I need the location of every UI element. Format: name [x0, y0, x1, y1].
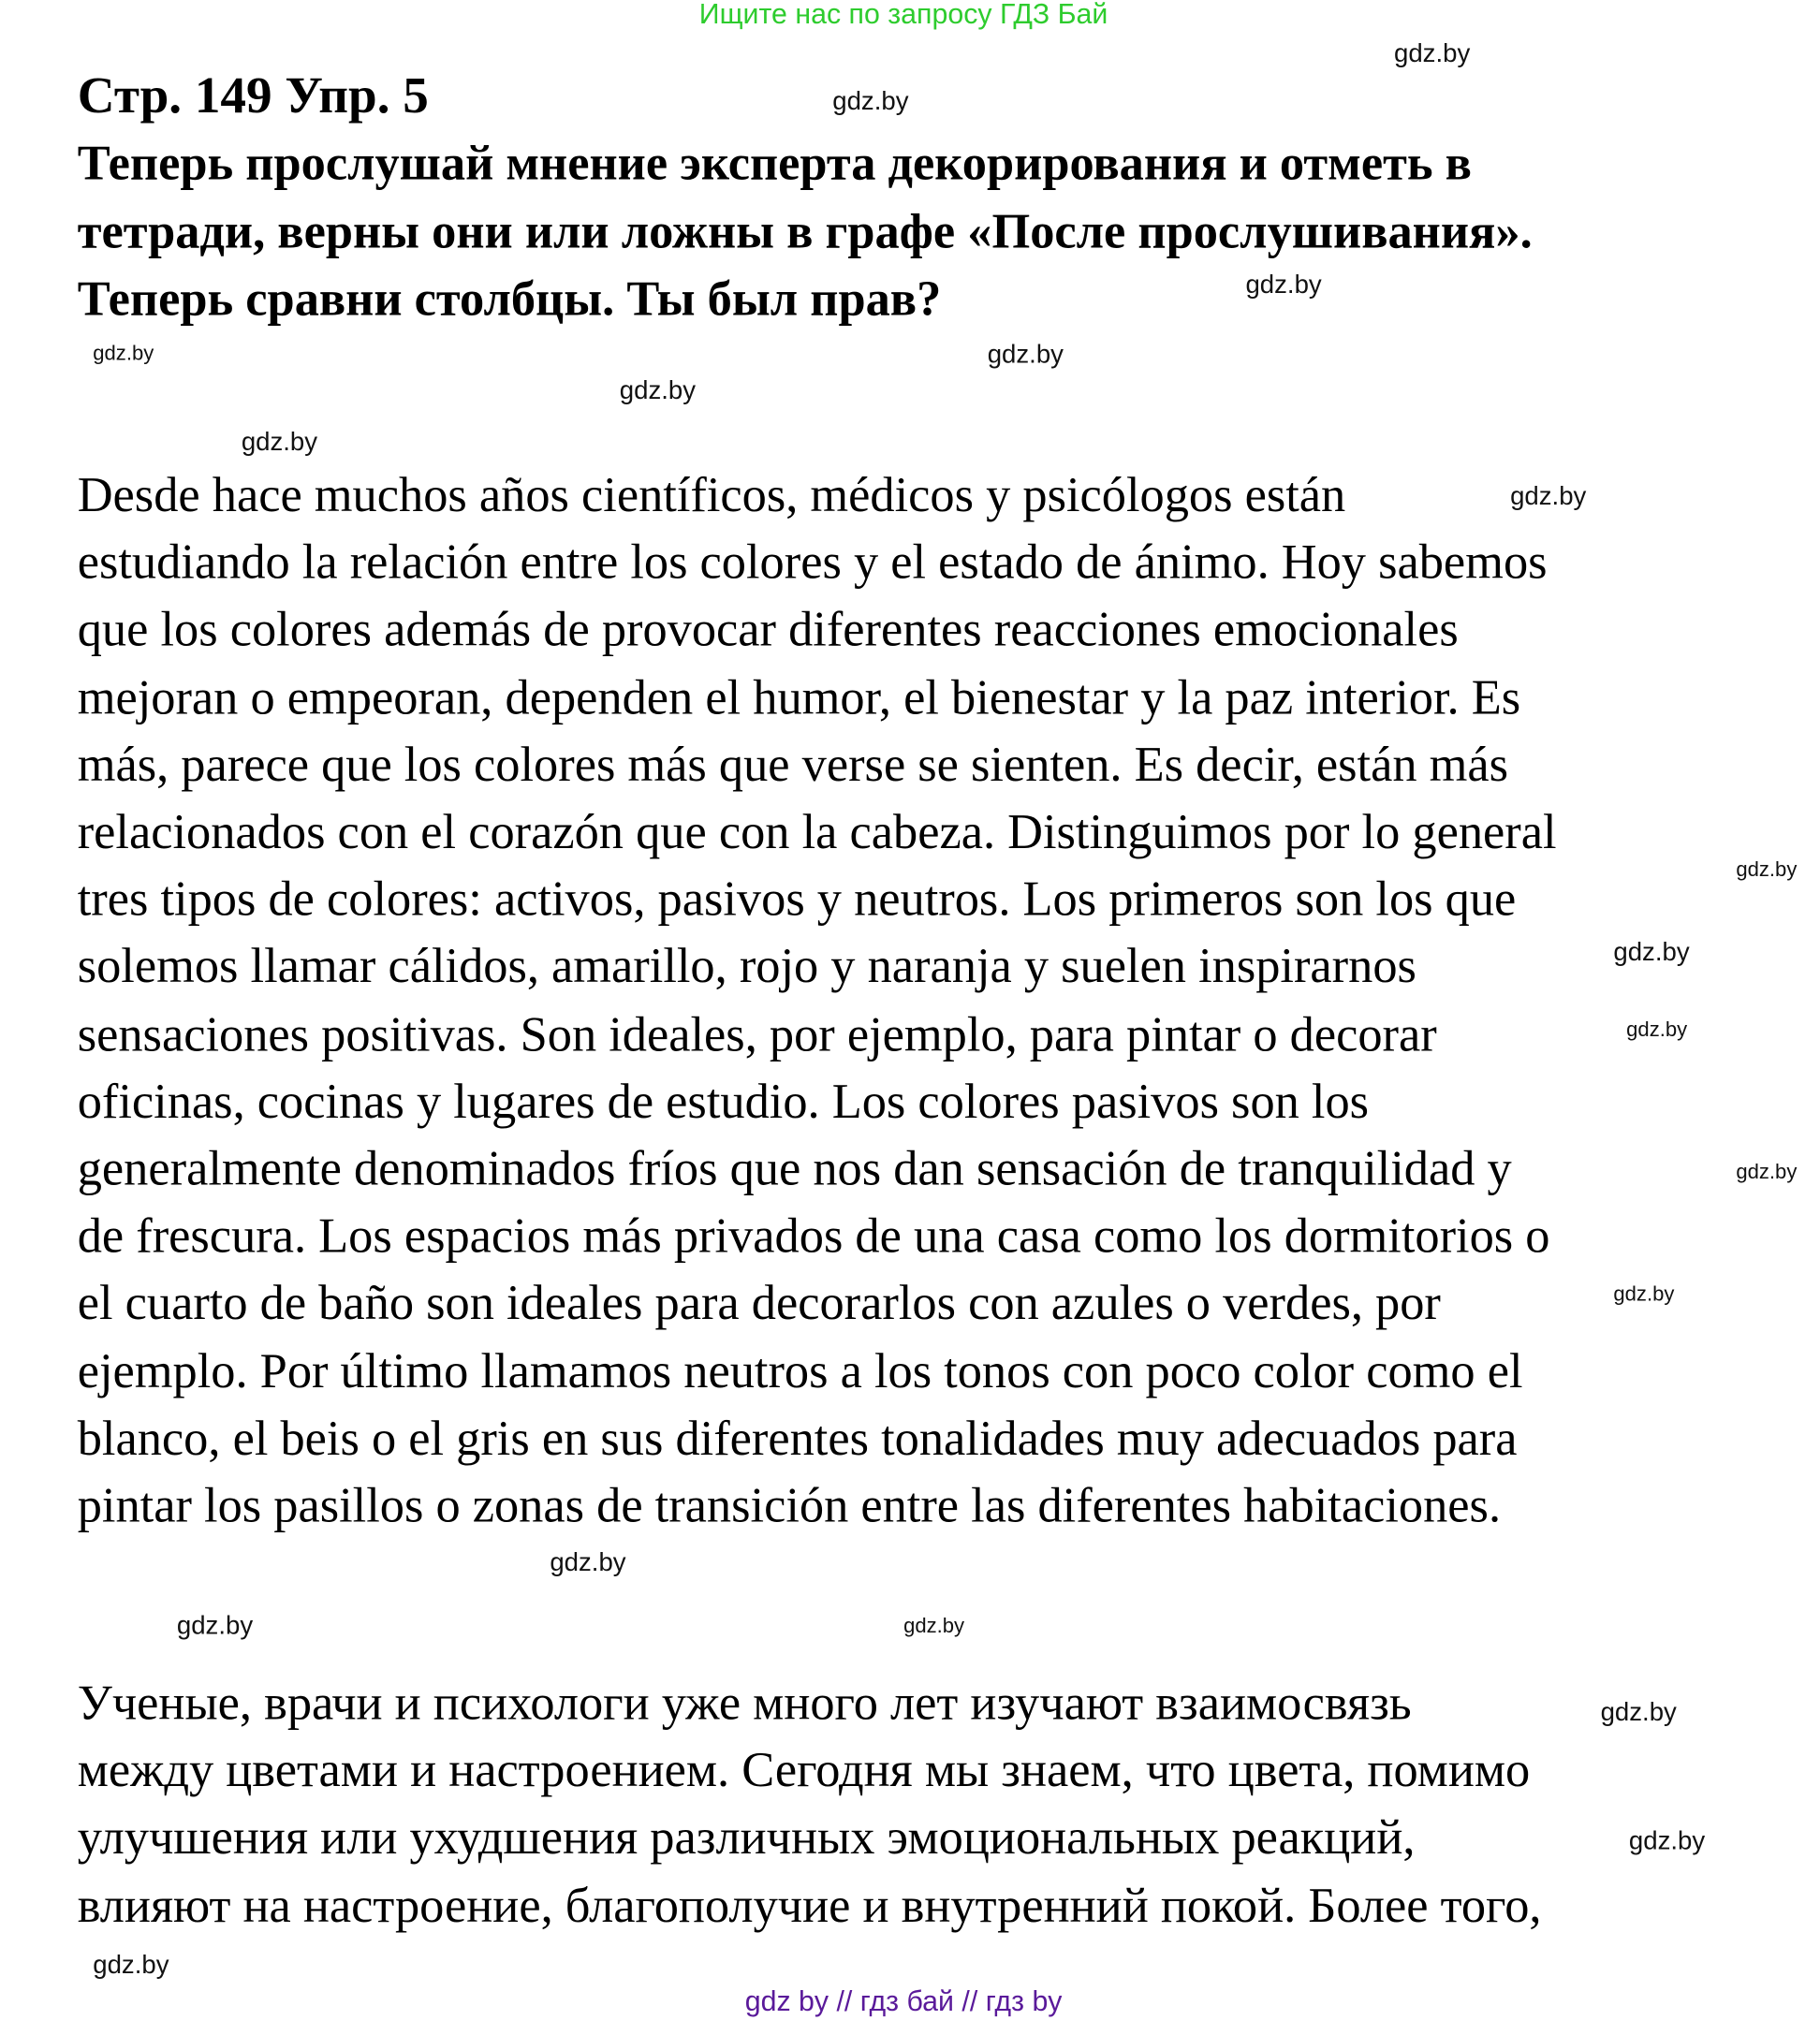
text-line: solemos llamar cálidos, amarillo, rojo y naranja y suelen inspirarnos [77, 940, 1416, 995]
text-line: más, parece que los colores más que verse se sienten. Es decir, están más [77, 738, 1509, 793]
text-line: улучшения или ухудшения различных эмоциональных реакций, [77, 1810, 1416, 1866]
text-line: ejemplo. Por último llamamos neutros a los tonos con poco color como el [77, 1344, 1523, 1398]
footer-links[interactable]: gdz by // гдз бай // гдз by [744, 1984, 1063, 2017]
text-line: estudiando la relación entre los colores y el estado de ánimo. Hoy sabemos [77, 535, 1548, 591]
task-line: тетради, верны они или ложны в графе «После прослушивания». [77, 204, 1533, 259]
watermark: gdz.by [1626, 1019, 1688, 1042]
text-line: Desde hace muchos años científicos, médicos y psicólogos están [77, 468, 1346, 523]
watermark: gdz.by [1736, 1161, 1798, 1184]
text-line: влияют на настроение, благополучие и внутренний покой. Более того, [77, 1878, 1542, 1933]
watermark: gdz.by [550, 1548, 626, 1577]
text-line: mejoran o empeoran, dependen el humor, el bienestar y la paz interior. Es [77, 670, 1521, 725]
text-line: generalmente denominados fríos que nos dan sensación de tranquilidad y [77, 1142, 1512, 1197]
task-line: Теперь прослушай мнение эксперта декорирования и отметь в [77, 137, 1472, 192]
text-line: Ученые, врачи и психологи уже много лет изучают взаимосвязь [77, 1676, 1412, 1731]
task-line: Теперь сравни столбцы. Ты был прав? [77, 271, 942, 327]
text-line: relacionados con el corazón que con la cabeza. Distinguimos por lo general [77, 805, 1557, 860]
watermark: gdz.by [241, 428, 318, 458]
watermark: gdz.by [903, 1616, 965, 1638]
text-line: sensaciones positivas. Son ideales, por ejemplo, para pintar o decorar [77, 1007, 1437, 1062]
text-line: que los colores además de provocar diferentes reacciones emocionales [77, 603, 1459, 658]
watermark: gdz.by [987, 340, 1064, 370]
text-line: между цветами и настроением. Сегодня мы знаем, что цвета, помимо [77, 1743, 1531, 1798]
watermark: gdz.by [176, 1611, 254, 1641]
text-line: el cuarto de baño son ideales para decorarlos con azules o verdes, por [77, 1277, 1441, 1331]
watermark: gdz.by [1245, 271, 1322, 300]
watermark: gdz.by [1628, 1827, 1706, 1856]
watermark: gdz.by [1393, 39, 1471, 69]
watermark: gdz.by [1613, 1283, 1675, 1307]
watermark: gdz.by [93, 343, 154, 366]
text-line: pintar los pasillos o zonas de transición entre las diferentes habitaciones. [77, 1478, 1502, 1533]
page-title: Стр. 149 Упр. 5 [77, 66, 429, 124]
text-line: blanco, el beis o el gris en sus diferentes tonalidades muy adecuados para [77, 1412, 1518, 1466]
text-line: oficinas, cocinas y lugares de estudio. Los colores pasivos son los [77, 1075, 1370, 1130]
text-line: tres tipos de colores: activos, pasivos y neutros. Los primeros son los que [77, 872, 1517, 928]
text-line: de frescura. Los espacios más privados de una casa como los dormitorios o [77, 1209, 1550, 1265]
watermark: gdz.by [1510, 482, 1587, 511]
search-banner: Ищите нас по запросу ГДЗ Бай [698, 0, 1108, 30]
watermark: gdz.by [1736, 859, 1798, 882]
watermark: gdz.by [619, 376, 697, 405]
watermark: gdz.by [1600, 1698, 1677, 1727]
watermark: gdz.by [93, 1951, 169, 1980]
watermark: gdz.by [832, 87, 909, 117]
watermark: gdz.by [1613, 938, 1690, 967]
